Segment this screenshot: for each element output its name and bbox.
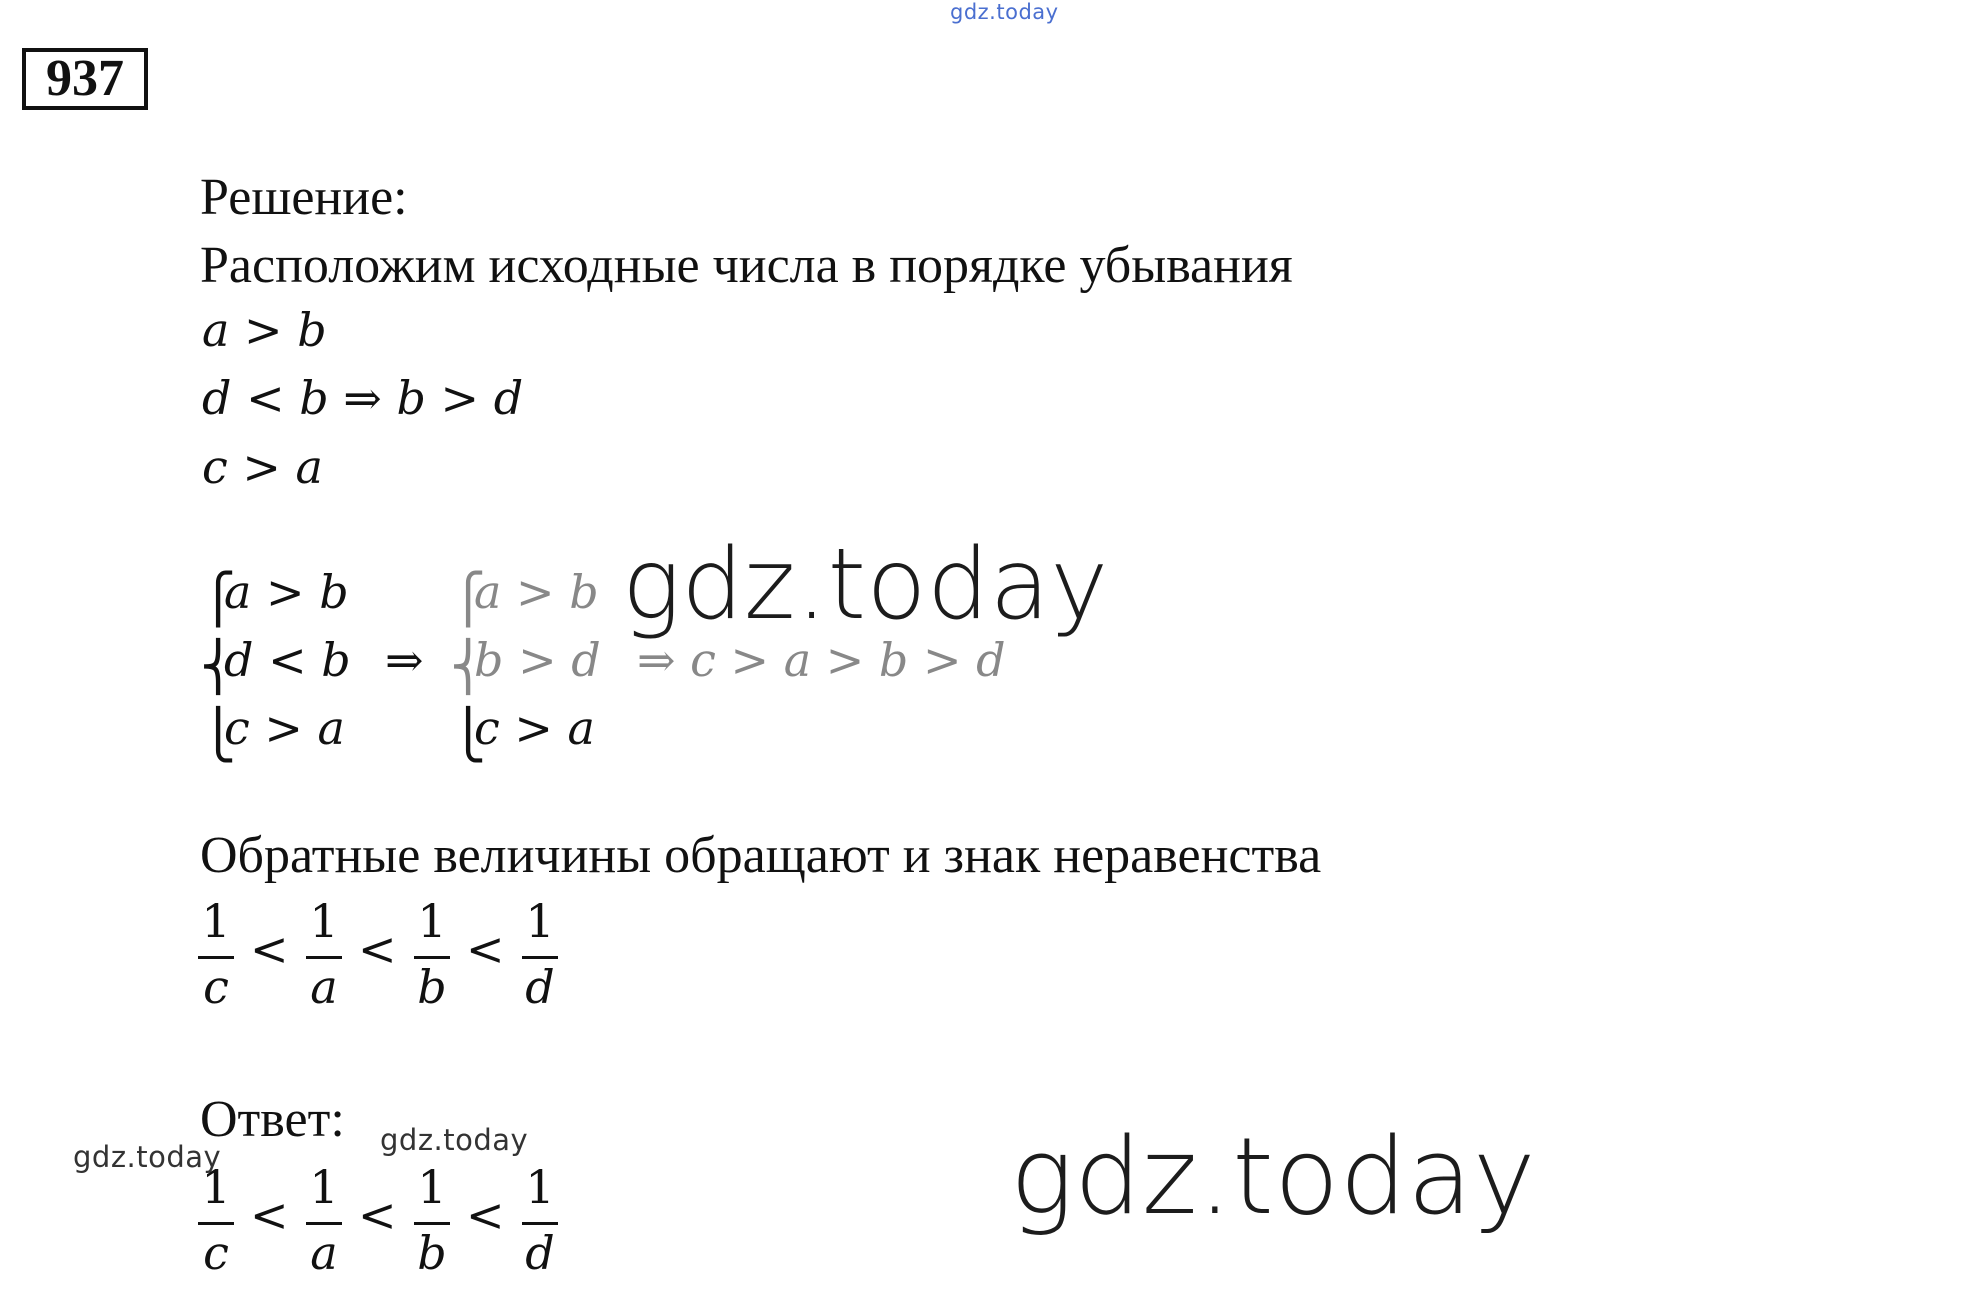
reciprocal-text: Обратные величины обращают и знак неравенства xyxy=(200,827,1322,884)
numerator: 1 xyxy=(417,894,447,948)
less-than: < xyxy=(250,1188,289,1242)
implies-arrow: ⇒ xyxy=(385,633,424,687)
brace-middle: ⎨ xyxy=(200,639,236,695)
watermark-large: gdz.today xyxy=(1010,1115,1537,1238)
solution-label: Решение: xyxy=(200,169,408,226)
brace-middle: ⎨ xyxy=(450,639,486,695)
system-right-row: c > a xyxy=(474,701,595,755)
fraction-bar xyxy=(522,1222,558,1225)
watermark-left: gdz.today xyxy=(73,1140,222,1174)
system-right-row: b > d xyxy=(474,633,601,687)
problem-number: 937 xyxy=(22,48,148,110)
brace-bottom: ⎩ xyxy=(450,707,486,763)
denominator: b xyxy=(417,1226,447,1280)
system-right-row: a > b xyxy=(474,565,599,619)
watermark-inline: gdz.today xyxy=(380,1123,529,1157)
less-than: < xyxy=(358,922,397,976)
inequality-c-gt-a: c > a xyxy=(202,440,323,494)
fraction-bar xyxy=(198,1222,234,1225)
numerator: 1 xyxy=(525,1160,555,1214)
system-left-row: a > b xyxy=(224,565,349,619)
denominator: a xyxy=(310,1226,338,1280)
fraction-bar xyxy=(414,1222,450,1225)
numerator: 1 xyxy=(201,894,231,948)
denominator: c xyxy=(203,1226,229,1280)
numerator: 1 xyxy=(201,1160,231,1214)
less-than: < xyxy=(466,922,505,976)
denominator: d xyxy=(525,1226,555,1280)
inequality-d-lt-b: d < b ⇒ b > d xyxy=(202,371,524,425)
watermark-middle: gdz.today xyxy=(622,528,1109,642)
denominator: a xyxy=(310,960,338,1014)
numerator: 1 xyxy=(525,894,555,948)
system-left-row: d < b xyxy=(224,633,351,687)
fraction-bar xyxy=(306,1222,342,1225)
fraction-bar xyxy=(522,956,558,959)
fraction-bar xyxy=(198,956,234,959)
chain-result: ⇒ c > a > b > d xyxy=(637,633,1006,687)
denominator: c xyxy=(203,960,229,1014)
numerator: 1 xyxy=(309,1160,339,1214)
inequality-a-gt-b: a > b xyxy=(202,303,327,357)
system-left-row: c > a xyxy=(224,701,345,755)
less-than: < xyxy=(250,922,289,976)
less-than: < xyxy=(358,1188,397,1242)
brace-top: ⎧ xyxy=(450,571,486,627)
fraction-bar xyxy=(306,956,342,959)
watermark-top: gdz.today xyxy=(950,0,1059,24)
brace-bottom: ⎩ xyxy=(200,707,236,763)
less-than: < xyxy=(466,1188,505,1242)
intro-text: Расположим исходные числа в порядке убывания xyxy=(200,237,1293,294)
denominator: d xyxy=(525,960,555,1014)
fraction-bar xyxy=(414,956,450,959)
denominator: b xyxy=(417,960,447,1014)
brace-top: ⎧ xyxy=(200,571,236,627)
numerator: 1 xyxy=(309,894,339,948)
answer-label: Ответ: xyxy=(200,1091,345,1148)
numerator: 1 xyxy=(417,1160,447,1214)
